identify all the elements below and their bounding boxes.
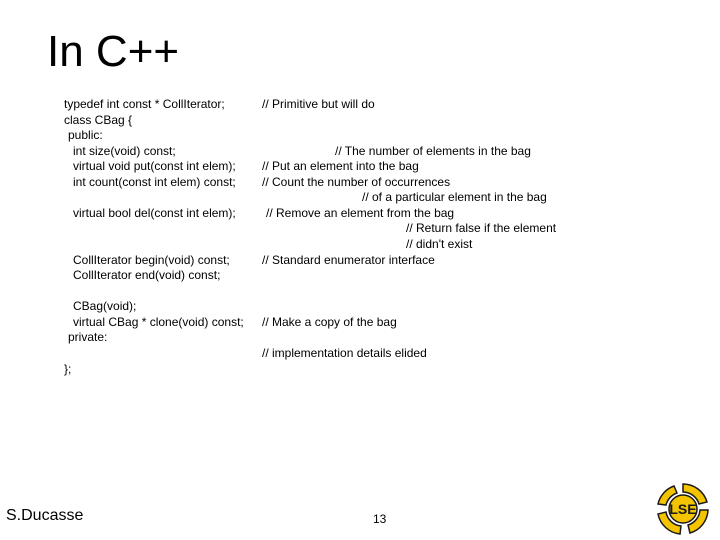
code-line-count: int count(const int elem) const; xyxy=(73,175,236,189)
comment-del-return: // Return false if the element xyxy=(406,221,557,235)
lse-logo xyxy=(652,480,714,538)
logo-text: LSE xyxy=(669,501,697,517)
footer-author: S.Ducasse xyxy=(6,507,84,524)
page-number: 13 xyxy=(373,512,387,526)
code-line-del: virtual bool del(const int elem); xyxy=(73,206,236,220)
comment-primitive: // Primitive but will do xyxy=(262,97,375,111)
comment-clone: // Make a copy of the bag xyxy=(262,315,397,329)
code-line-public: public: xyxy=(68,128,103,142)
code-line-typedef: typedef int const * CollIterator; xyxy=(64,97,225,111)
code-line-class: class CBag { xyxy=(64,113,133,127)
code-line-close: }; xyxy=(64,362,72,376)
comment-private: // implementation details elided xyxy=(262,346,427,360)
slide-title: In C++ xyxy=(47,27,180,76)
comment-del-exist: // didn't exist xyxy=(406,237,473,251)
comment-del: // Remove an element from the bag xyxy=(266,206,455,220)
comment-size: // The number of elements in the bag xyxy=(335,144,531,158)
code-line-size: int size(void) const; xyxy=(73,144,176,158)
comment-enumerator: // Standard enumerator interface xyxy=(262,253,435,267)
code-line-put: virtual void put(const int elem); xyxy=(73,159,236,173)
code-line-constructor: CBag(void); xyxy=(73,299,137,313)
code-line-begin: CollIterator begin(void) const; xyxy=(73,253,230,267)
comment-count: // Count the number of occurrences xyxy=(262,175,451,189)
code-line-end: CollIterator end(void) const; xyxy=(73,268,221,282)
code-line-clone: virtual CBag * clone(void) const; xyxy=(73,315,244,329)
comment-put: // Put an element into the bag xyxy=(262,159,419,173)
comment-count-cont: // of a particular element in the bag xyxy=(362,190,547,204)
code-line-private: private: xyxy=(68,330,108,344)
